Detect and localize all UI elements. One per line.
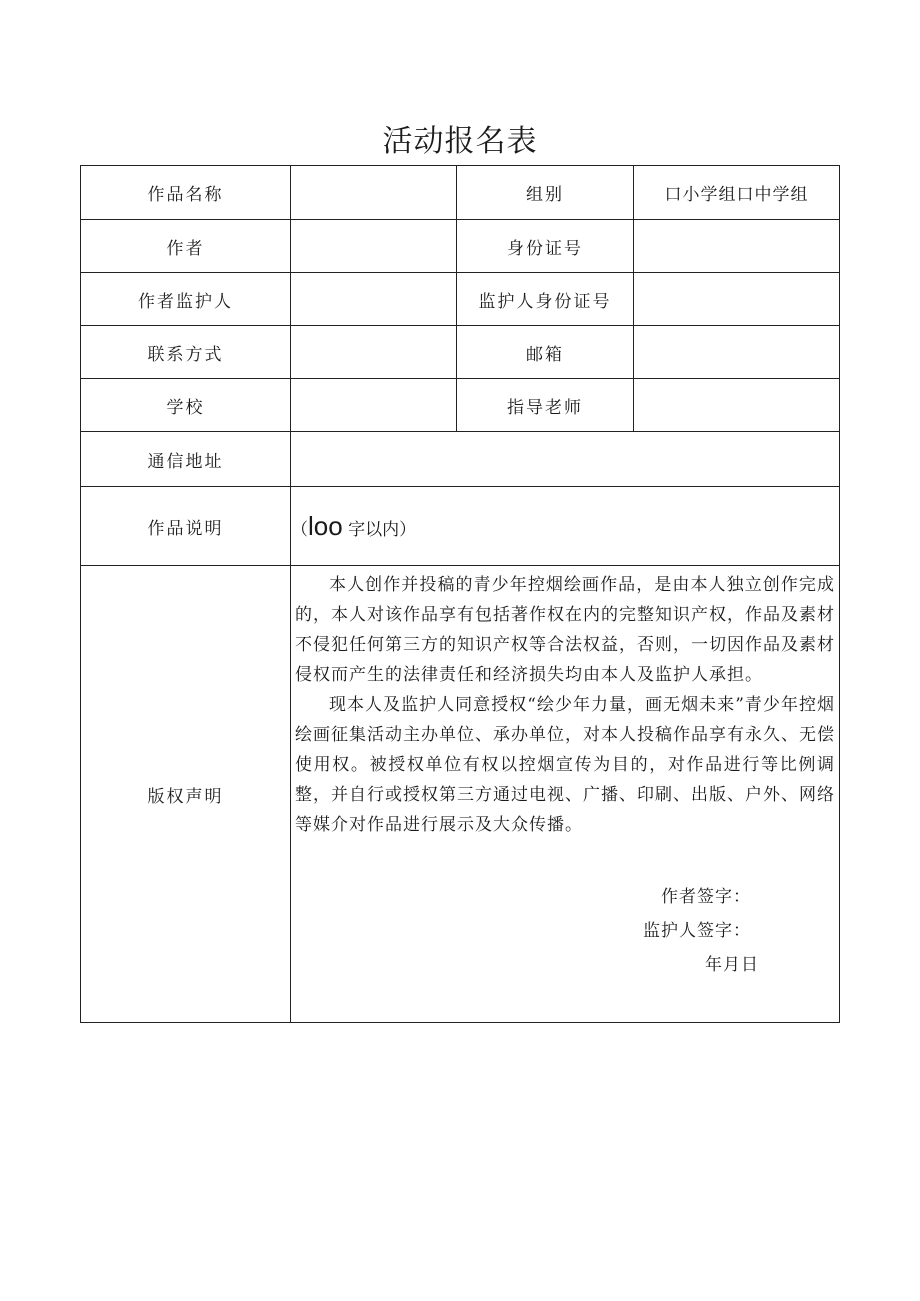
author-field[interactable] (291, 220, 457, 273)
guardian-id-field[interactable] (634, 273, 840, 326)
sign-date[interactable]: 年月日 (705, 955, 759, 975)
page-title: 活动报名表 (382, 124, 538, 159)
copyright-paragraph-2: 现本人及监护人同意授权“绘少年力量，画无烟未来”青少年控烟绘画征集活动主办单位、承办单位，对本人投稿作品享有永久、无偿使用权。被授权单位有权以控烟宣传为目的，对作品进行等比例调整，并自行或授权第三方通过电视、广播、印刷、出版、户外、网络等媒介对作品进行展示及大众传播。 (295, 695, 835, 835)
table-row (81, 566, 840, 1023)
work-name-label: 作品名称 (81, 166, 291, 220)
school-field[interactable] (291, 379, 457, 432)
email-label: 邮箱 (457, 326, 634, 379)
table-row (81, 326, 840, 379)
id-number-field[interactable] (634, 220, 840, 273)
table-row (81, 432, 840, 487)
table-row (81, 220, 840, 273)
description-note-text: 字以内） (342, 519, 417, 540)
table-row (81, 379, 840, 432)
table-row (81, 487, 840, 566)
guardian-signature[interactable]: 监护人签字： (643, 921, 751, 941)
group-options[interactable]: 口小学组口中学组 (634, 166, 840, 220)
table-row (81, 166, 840, 220)
guardian-label: 作者监护人 (81, 273, 291, 326)
description-note-open: （ (291, 519, 308, 540)
copyright-paragraph-1: 本人创作并投稿的青少年控烟绘画作品，是由本人独立创作完成的，本人对该作品享有包括著作权在内的完整知识产权，作品及素材不侵犯任何第三方的知识产权等合法权益，否则，一切因作品及素材侵权而产生的法律责任和经济损失均由本人及监护人承担。 (295, 575, 835, 685)
copyright-statement (291, 566, 840, 1023)
signature-block (295, 880, 835, 982)
id-number-label: 身份证号 (457, 220, 634, 273)
author-signature[interactable]: 作者签字： (661, 887, 751, 907)
work-name-field[interactable] (291, 166, 457, 220)
description-note-number: loo (308, 510, 343, 541)
group-label: 组别 (457, 166, 634, 220)
contact-label: 联系方式 (81, 326, 291, 379)
teacher-label: 指导老师 (457, 379, 634, 432)
teacher-field[interactable] (634, 379, 840, 432)
email-field[interactable] (634, 326, 840, 379)
address-label: 通信地址 (81, 432, 291, 487)
guardian-id-label: 监护人身份证号 (457, 273, 634, 326)
description-label: 作品说明 (81, 487, 291, 566)
guardian-field[interactable] (291, 273, 457, 326)
copyright-label: 版权声明 (81, 566, 291, 1023)
registration-form-table (80, 165, 840, 1023)
author-label: 作者 (81, 220, 291, 273)
description-field[interactable] (291, 487, 840, 566)
address-field[interactable] (291, 432, 840, 487)
table-row (81, 273, 840, 326)
school-label: 学校 (81, 379, 291, 432)
contact-field[interactable] (291, 326, 457, 379)
